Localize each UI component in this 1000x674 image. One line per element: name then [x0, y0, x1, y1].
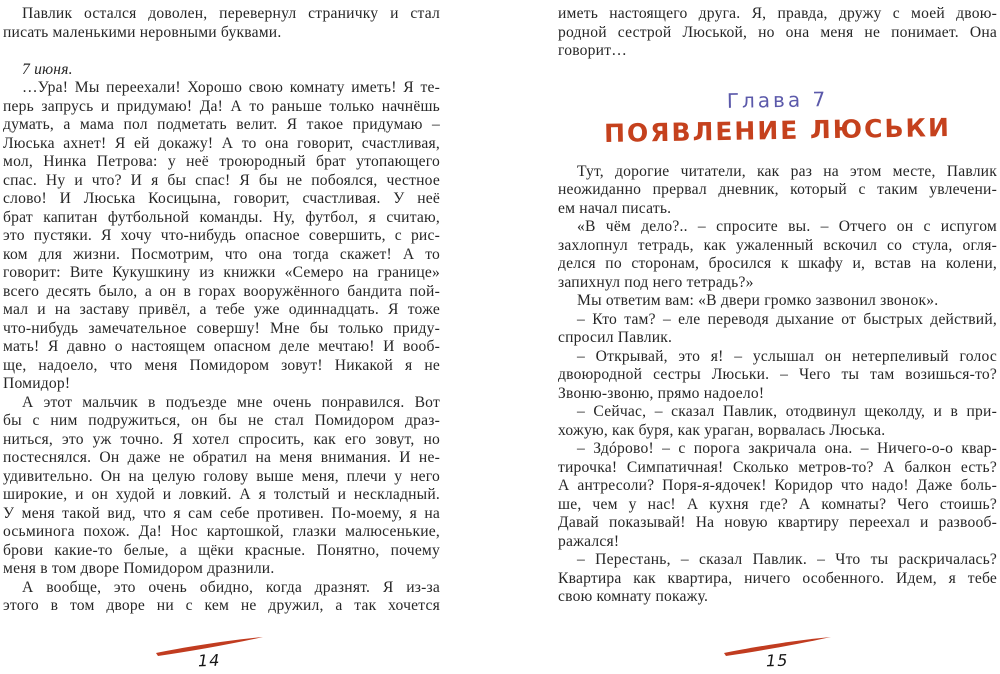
- text-line: меня в том дворе Помидором дразнили.: [3, 560, 275, 577]
- text-line: писать маленькими неровными буквами.: [3, 23, 282, 41]
- text-line: что-нибудь замечательное совершу! Мне бы только приду-: [3, 319, 440, 337]
- text-line: говорит: Вите Кукушкину из книжки «Семеро на границе»: [3, 264, 440, 281]
- text-line: перь запрусь и придумаю! Да! А то раньше только начнёшь: [3, 97, 440, 115]
- text-line: запихнул под него тетрадь?»: [558, 273, 754, 291]
- text-line: ем начал писать.: [558, 199, 672, 217]
- text-line: – Кто там? – еле переводя дыхание от быстрых действий,: [577, 310, 997, 328]
- blank-line: [3, 42, 440, 61]
- page-right: [558, 0, 997, 674]
- page-right-footer: [558, 636, 997, 674]
- text-line: – Сейчас, – сказал Павлик, отодвинул щеколду, и в при-: [577, 403, 997, 420]
- text-line: ще, надоело, что меня Помидором зовут! Никакой я не: [3, 356, 440, 374]
- text-line: спросил Павлик.: [558, 329, 673, 346]
- text-line: думать, а мама пол подметать велит. Я такое придумаю –: [3, 116, 440, 133]
- text-line: А антресоли? Поря-я-ядочек! Коридор что надо! Даже боль-: [558, 477, 997, 494]
- text-line: – Открывай, это я! – услышал он нетерпеливый голос: [577, 347, 997, 365]
- text-line: это пустяки. Я хочу что-нибудь опасное совершить, с рис-: [3, 227, 440, 244]
- text-line: ше, чем у нас! А кухня где? А комнаты? Чего стоишь?: [558, 495, 997, 513]
- page-right-text-top: [558, 0, 997, 61]
- text-line: Помидор!: [3, 375, 71, 392]
- text-line: иметь настоящего друга. Я, правда, дружу с моей двою-: [558, 5, 997, 22]
- text-line: А вообще, это очень обидно, когда дразнят. Я из-за: [22, 578, 440, 596]
- text-line: этого в том дворе ни с кем не дружил, а так хочется: [3, 597, 440, 614]
- text-line: постеснялся. Он даже не обратил на меня внимания. И не-: [3, 449, 440, 466]
- text-line: говорит…: [558, 42, 628, 59]
- text-line: родной сестрой Люськой, но она меня не понимает. Она: [558, 23, 997, 41]
- page-left: [3, 0, 440, 674]
- text-line: ниться, это уж точно. Я хотел спросить, как его зовут, но: [3, 430, 440, 448]
- text-line: делся по сторонам, бросился к шкафу и, встав на колени,: [558, 255, 997, 272]
- page-right-text-bottom: [558, 146, 997, 607]
- page-left-footer: [0, 636, 428, 674]
- text-line: Квартира как квартира, ничего особенного. Идем, я тебе: [558, 569, 997, 587]
- text-line: – Перестань, – сказал Павлик. – Что ты раскричалась?: [577, 551, 997, 568]
- page-number: 15: [765, 650, 789, 671]
- text-line: мал и на заставу привёл, а тебе уже одиннадцать. Я тоже: [3, 301, 440, 318]
- text-line: ком для жизни. Посмотрим, что она тогда скажет! А то: [3, 245, 440, 263]
- text-line: Павлик остался доволен, перевернул страничку и стал: [22, 5, 440, 22]
- text-line: мать! Я давно о настоящем опасном деле мечтаю! И вооб-: [3, 338, 440, 355]
- text-line: мол, Нинка Петрова: у неё троюродный брат утопающего: [3, 153, 440, 170]
- text-line: Мы ответим вам: «В двери громко зазвонил звонок».: [577, 292, 939, 309]
- text-line: захлопнул тетрадь, как ужаленный вскочил со стула, огля-: [558, 236, 997, 254]
- text-line: слово! И Люська Косицына, говорит, счастливая. У неё: [3, 190, 440, 207]
- text-line: всего десять было, а он в горах вооружённого бандита пой-: [3, 282, 440, 300]
- text-line: 7 июня.: [22, 60, 73, 78]
- text-line: Люська ахнет! Я ей докажу! А то она говорит, счастливая,: [3, 134, 440, 152]
- text-line: ражался!: [558, 532, 620, 550]
- chapter-label: Глава 7: [726, 86, 829, 113]
- page-left-text: [3, 0, 440, 616]
- text-line: двоюродной сестры Люськи. – Чего ты там возишься-то?: [558, 366, 997, 383]
- text-line: брат капитан футбольной команды. Ну, футбол, я считаю,: [3, 208, 440, 226]
- text-line: …Ура! Мы переехали! Хорошо свою комнату иметь! Я те-: [22, 79, 440, 96]
- text-line: У меня такой вид, что я сам себе противен. По-моему, я на: [3, 504, 440, 522]
- text-line: тирочка! Симпатичная! Сколько метров-то? А балкон есть?: [558, 458, 997, 476]
- text-line: брови какие-то белые, а щёки красные. Понятно, почему: [3, 541, 440, 559]
- page-number: 14: [197, 650, 221, 671]
- text-line: спас. Ну и что? И я бы спас! Я бы не побоялся, честное: [3, 171, 440, 189]
- text-line: Звоню-звоню, прямо надоело!: [558, 384, 765, 402]
- text-line: осьминога похож. Да! Нос картошкой, глазки малюсенькие,: [3, 523, 440, 540]
- text-line: Тут, дорогие читатели, как раз на этом месте, Павлик: [577, 162, 997, 180]
- text-line: широкие, и он худой и ловкий. А я толстый и нескладный.: [3, 486, 440, 503]
- text-line: свою комнату покажу.: [558, 588, 709, 605]
- text-line: хожую, как буря, как ураган, ворвалась Люська.: [558, 421, 886, 439]
- text-line: – Здóрово! – с порога закричала она. – Ничего-о-о квар-: [577, 440, 997, 457]
- text-line: «В чём дело?.. – спросите вы. – Отчего он с испугом: [577, 218, 997, 235]
- text-line: А этот мальчик в подъезде мне очень понравился. Вот: [22, 393, 440, 411]
- text-line: удивительно. Он на целую голову выше меня, плечи у него: [3, 467, 440, 485]
- text-line: бы с ним подружиться, он бы не стал Помидором драз-: [3, 412, 440, 429]
- text-line: Давай показывай! На новую квартиру переехал и развооб-: [558, 514, 997, 531]
- chapter-title: ПОЯВЛЕНИЕ ЛЮСЬКИ: [603, 112, 952, 148]
- text-line: неожиданно прервал дневник, который с таким увлечени-: [558, 181, 997, 198]
